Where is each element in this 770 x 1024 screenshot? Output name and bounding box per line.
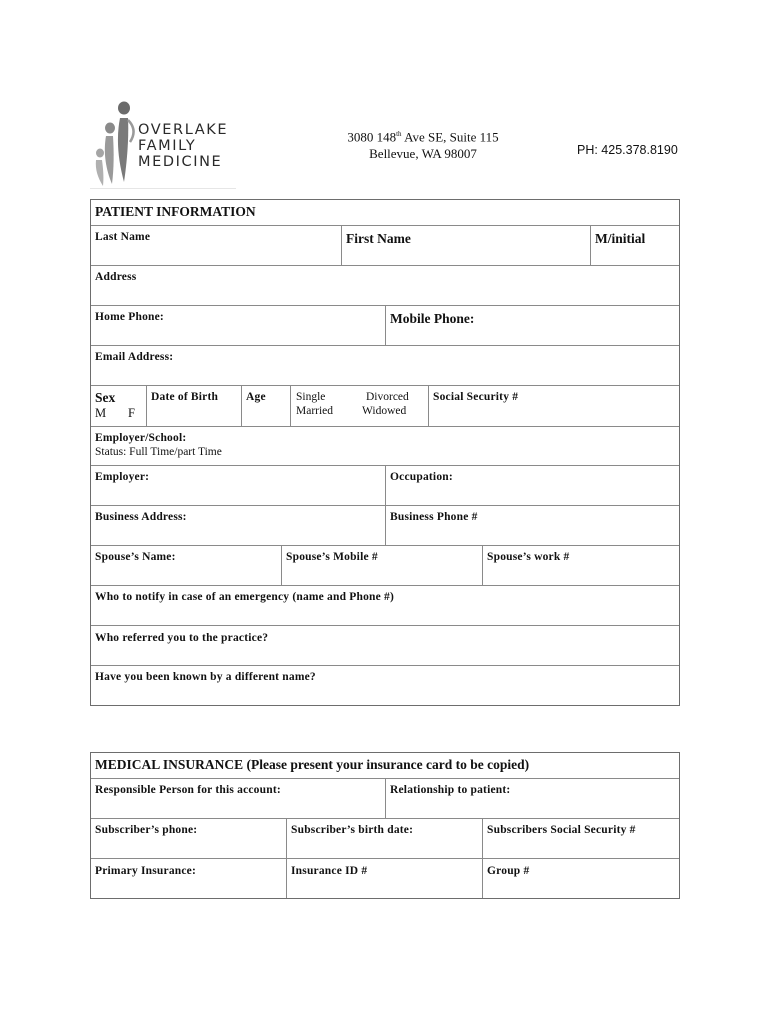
spouse-work-field[interactable]: Spouse’s work # [487,551,570,563]
row-divider [91,625,679,626]
row-divider [91,545,679,546]
primary-insurance-field[interactable]: Primary Insurance: [95,865,197,877]
practice-phone: PH: 425.378.8190 [577,143,678,157]
row-divider [91,265,679,266]
marital-single-option[interactable]: Single [296,391,326,403]
insurance-id-field[interactable]: Insurance ID # [291,865,368,877]
spouse-mobile-field[interactable]: Spouse’s Mobile # [286,551,378,563]
col-divider [290,385,291,426]
employer-field[interactable]: Employer: [95,471,150,483]
responsible-person-field[interactable]: Responsible Person for this account: [95,784,281,796]
col-divider [385,305,386,345]
date-of-birth-field[interactable]: Date of Birth [151,391,219,403]
subscriber-phone-field[interactable]: Subscriber’s phone: [95,824,198,836]
col-divider [482,818,483,898]
social-security-field[interactable]: Social Security # [433,391,519,403]
row-divider [91,665,679,666]
referred-by-field[interactable]: Who referred you to the practice? [95,632,269,644]
marital-widowed-option[interactable]: Widowed [362,405,407,417]
subscriber-birth-date-field[interactable]: Subscriber’s birth date: [291,824,414,836]
col-divider [241,385,242,426]
occupation-field[interactable]: Occupation: [390,471,453,483]
emergency-contact-field[interactable]: Who to notify in case of an emergency (name and Phone #) [95,591,394,603]
sex-option-m[interactable]: M [95,406,107,420]
col-divider [385,465,386,545]
col-divider [281,545,282,585]
col-divider [146,385,147,426]
col-divider [482,545,483,585]
group-number-field[interactable]: Group # [487,865,530,877]
address-sup: th [396,130,402,138]
middle-initial-field[interactable]: M/initial [595,231,646,246]
spouse-name-field[interactable]: Spouse’s Name: [95,551,176,563]
different-name-field[interactable]: Have you been known by a different name? [95,671,316,683]
row-divider [91,426,679,427]
row-divider [91,858,679,859]
home-phone-field[interactable]: Home Phone: [95,311,164,323]
col-divider [341,225,342,265]
row-divider [91,585,679,586]
logo-divider [90,188,236,189]
address-line1: 3080 148 [347,129,397,145]
last-name-field[interactable]: Last Name [95,231,151,243]
employer-school-field[interactable]: Employer/School: [95,432,187,444]
subscriber-ssn-field[interactable]: Subscribers Social Security # [487,824,636,836]
first-name-field[interactable]: First Name [346,231,411,246]
col-divider [286,818,287,898]
row-divider [91,345,679,346]
practice-address [330,126,516,162]
row-divider [91,818,679,819]
col-divider [590,225,591,265]
employment-status-field[interactable]: Status: Full Time/part Time [95,446,222,458]
patient-info-title: PATIENT INFORMATION [95,204,256,219]
row-divider [91,385,679,386]
marital-divorced-option[interactable]: Divorced [366,391,409,403]
logo-line: FAMILY [138,138,197,154]
col-divider [385,778,386,818]
relationship-field[interactable]: Relationship to patient: [390,784,511,796]
insurance-title: MEDICAL INSURANCE (Please present your insurance card to be copied) [95,757,530,772]
logo-wordmark [138,122,228,170]
marital-married-option[interactable]: Married [296,405,334,417]
sex-label: Sex [95,390,116,405]
business-phone-field[interactable]: Business Phone # [390,511,478,523]
mobile-phone-field[interactable]: Mobile Phone: [390,311,475,326]
address-field[interactable]: Address [95,271,137,283]
sex-option-f[interactable]: F [128,406,135,420]
email-field[interactable]: Email Address: [95,351,174,363]
age-field[interactable]: Age [246,391,266,403]
address-line1-rest: Ave SE, Suite 115 [401,129,499,145]
address-line2: Bellevue, WA 98007 [369,146,477,162]
logo-line: OVERLAKE [138,122,229,138]
logo-line: MEDICINE [138,154,223,170]
business-address-field[interactable]: Business Address: [95,511,187,523]
col-divider [428,385,429,426]
